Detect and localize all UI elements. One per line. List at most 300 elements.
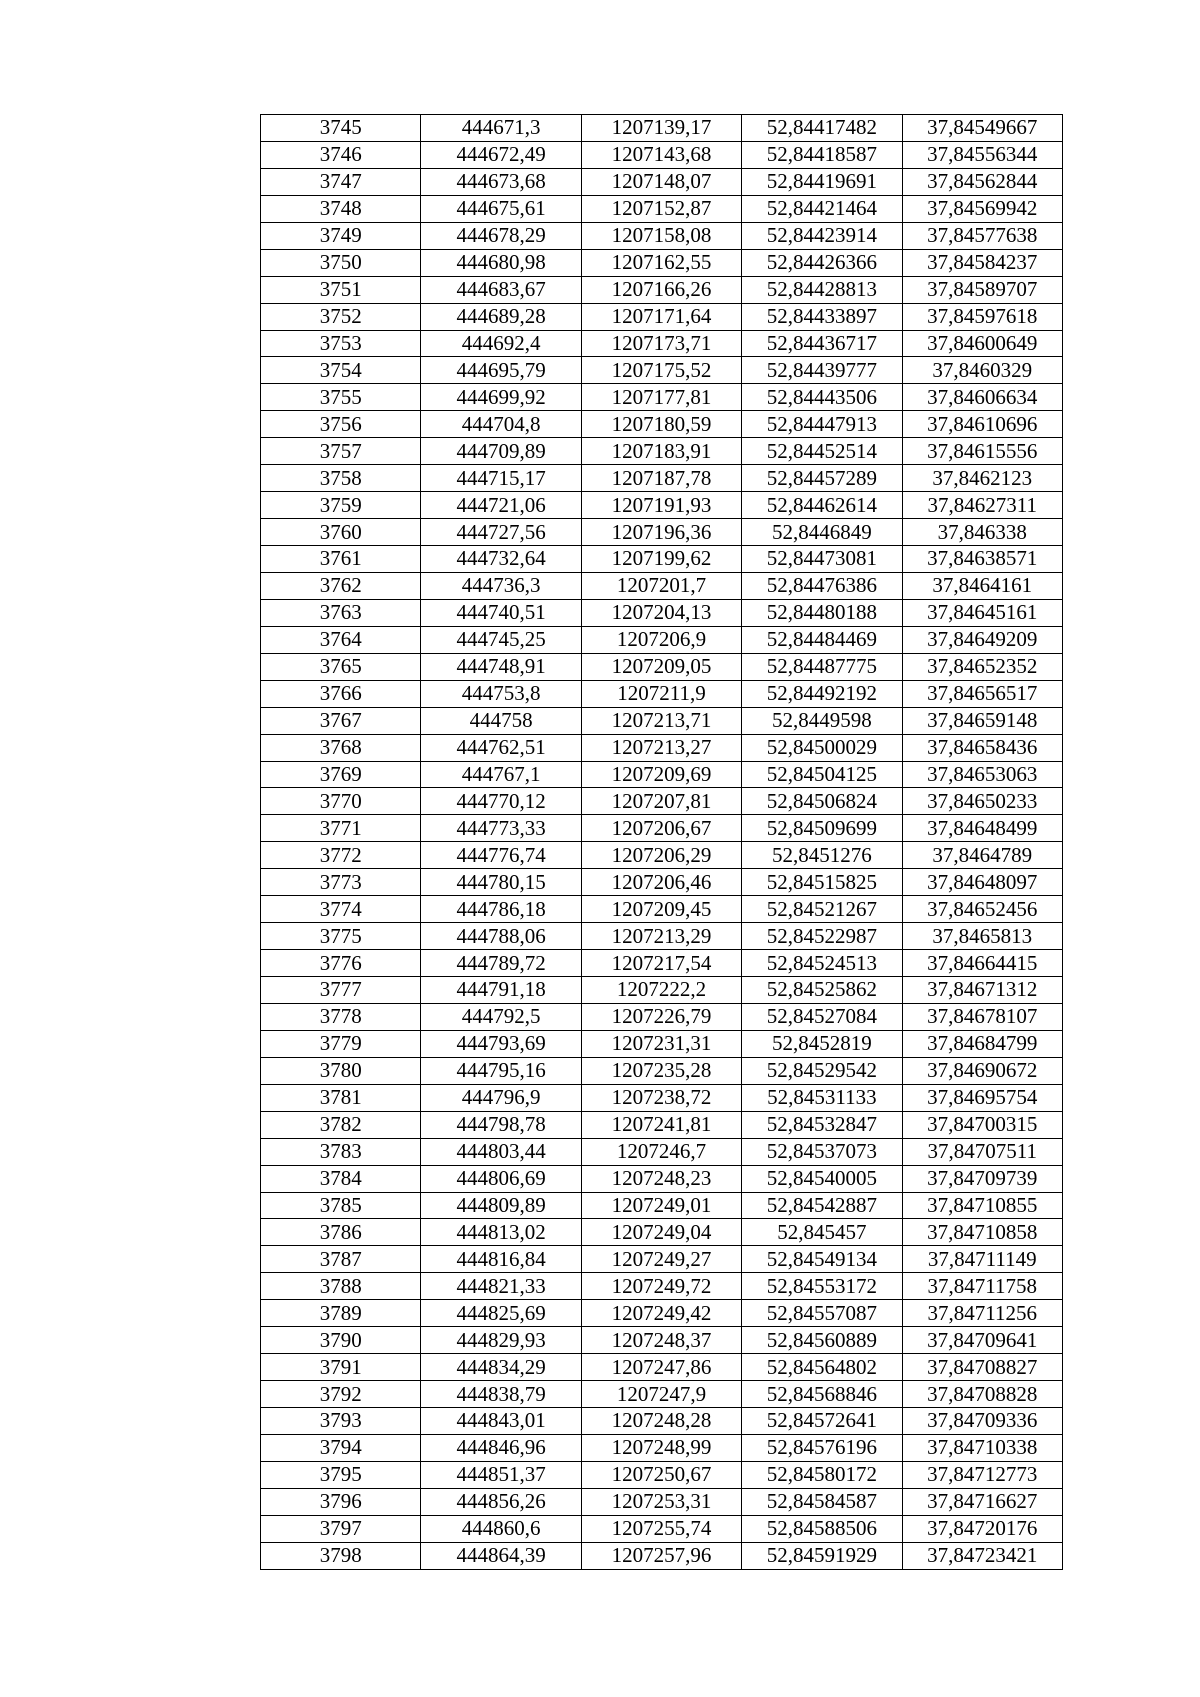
point-number-cell: 3760 — [261, 519, 421, 546]
y-coordinate-cell: 1207191,93 — [581, 492, 741, 519]
y-coordinate-cell: 1207249,42 — [581, 1300, 741, 1327]
longitude-cell: 37,84709641 — [902, 1327, 1062, 1354]
latitude-cell: 52,84591929 — [742, 1542, 902, 1569]
y-coordinate-cell: 1207173,71 — [581, 330, 741, 357]
point-number-cell: 3747 — [261, 168, 421, 195]
point-number-cell: 3776 — [261, 950, 421, 977]
point-number-cell: 3755 — [261, 384, 421, 411]
table-row — [261, 1003, 1063, 1030]
point-number-cell: 3751 — [261, 276, 421, 303]
x-coordinate-cell: 444860,6 — [421, 1515, 581, 1542]
longitude-cell: 37,8464161 — [902, 572, 1062, 599]
y-coordinate-cell: 1207250,67 — [581, 1461, 741, 1488]
latitude-cell: 52,84529542 — [742, 1057, 902, 1084]
longitude-cell: 37,84597618 — [902, 303, 1062, 330]
y-coordinate-cell: 1207206,9 — [581, 626, 741, 653]
latitude-cell: 52,84417482 — [742, 115, 902, 142]
point-number-cell: 3764 — [261, 626, 421, 653]
latitude-cell: 52,84476386 — [742, 572, 902, 599]
longitude-cell: 37,84556344 — [902, 141, 1062, 168]
longitude-cell: 37,84709336 — [902, 1408, 1062, 1435]
x-coordinate-cell: 444715,17 — [421, 465, 581, 492]
point-number-cell: 3797 — [261, 1515, 421, 1542]
x-coordinate-cell: 444795,16 — [421, 1057, 581, 1084]
x-coordinate-cell: 444829,93 — [421, 1327, 581, 1354]
latitude-cell: 52,84487775 — [742, 653, 902, 680]
x-coordinate-cell: 444680,98 — [421, 249, 581, 276]
y-coordinate-cell: 1207204,13 — [581, 599, 741, 626]
longitude-cell: 37,84656517 — [902, 680, 1062, 707]
latitude-cell: 52,84515825 — [742, 869, 902, 896]
latitude-cell: 52,84542887 — [742, 1192, 902, 1219]
table-row — [261, 1219, 1063, 1246]
longitude-cell: 37,846338 — [902, 519, 1062, 546]
table-row — [261, 1192, 1063, 1219]
x-coordinate-cell: 444851,37 — [421, 1461, 581, 1488]
y-coordinate-cell: 1207199,62 — [581, 546, 741, 573]
x-coordinate-cell: 444798,78 — [421, 1111, 581, 1138]
table-row — [261, 1057, 1063, 1084]
table-row — [261, 1354, 1063, 1381]
table-row — [261, 626, 1063, 653]
point-number-cell: 3793 — [261, 1408, 421, 1435]
x-coordinate-cell: 444816,84 — [421, 1246, 581, 1273]
table-row — [261, 249, 1063, 276]
table-row — [261, 1461, 1063, 1488]
longitude-cell: 37,84610696 — [902, 411, 1062, 438]
latitude-cell: 52,84576196 — [742, 1434, 902, 1461]
point-number-cell: 3750 — [261, 249, 421, 276]
latitude-cell: 52,84500029 — [742, 734, 902, 761]
table-row — [261, 546, 1063, 573]
y-coordinate-cell: 1207196,36 — [581, 519, 741, 546]
coordinates-table-body — [261, 115, 1063, 1570]
latitude-cell: 52,84423914 — [742, 222, 902, 249]
x-coordinate-cell: 444796,9 — [421, 1084, 581, 1111]
longitude-cell: 37,84658436 — [902, 734, 1062, 761]
y-coordinate-cell: 1207247,9 — [581, 1381, 741, 1408]
longitude-cell: 37,84653063 — [902, 761, 1062, 788]
longitude-cell: 37,84711149 — [902, 1246, 1062, 1273]
point-number-cell: 3784 — [261, 1165, 421, 1192]
x-coordinate-cell: 444864,39 — [421, 1542, 581, 1569]
point-number-cell: 3761 — [261, 546, 421, 573]
y-coordinate-cell: 1207248,23 — [581, 1165, 741, 1192]
longitude-cell: 37,84584237 — [902, 249, 1062, 276]
point-number-cell: 3772 — [261, 842, 421, 869]
point-number-cell: 3754 — [261, 357, 421, 384]
x-coordinate-cell: 444695,79 — [421, 357, 581, 384]
x-coordinate-cell: 444809,89 — [421, 1192, 581, 1219]
longitude-cell: 37,84711256 — [902, 1300, 1062, 1327]
table-row — [261, 519, 1063, 546]
longitude-cell: 37,84589707 — [902, 276, 1062, 303]
y-coordinate-cell: 1207253,31 — [581, 1488, 741, 1515]
y-coordinate-cell: 1207217,54 — [581, 950, 741, 977]
point-number-cell: 3763 — [261, 599, 421, 626]
point-number-cell: 3771 — [261, 815, 421, 842]
x-coordinate-cell: 444671,3 — [421, 115, 581, 142]
point-number-cell: 3791 — [261, 1354, 421, 1381]
longitude-cell: 37,84652456 — [902, 896, 1062, 923]
y-coordinate-cell: 1207171,64 — [581, 303, 741, 330]
x-coordinate-cell: 444704,8 — [421, 411, 581, 438]
table-row — [261, 653, 1063, 680]
longitude-cell: 37,84707511 — [902, 1138, 1062, 1165]
point-number-cell: 3787 — [261, 1246, 421, 1273]
point-number-cell: 3798 — [261, 1542, 421, 1569]
y-coordinate-cell: 1207206,46 — [581, 869, 741, 896]
longitude-cell: 37,8464789 — [902, 842, 1062, 869]
table-row — [261, 168, 1063, 195]
point-number-cell: 3778 — [261, 1003, 421, 1030]
table-row — [261, 195, 1063, 222]
y-coordinate-cell: 1207187,78 — [581, 465, 741, 492]
table-row — [261, 896, 1063, 923]
table-row — [261, 276, 1063, 303]
point-number-cell: 3792 — [261, 1381, 421, 1408]
latitude-cell: 52,84572641 — [742, 1408, 902, 1435]
point-number-cell: 3781 — [261, 1084, 421, 1111]
x-coordinate-cell: 444740,51 — [421, 599, 581, 626]
y-coordinate-cell: 1207255,74 — [581, 1515, 741, 1542]
x-coordinate-cell: 444834,29 — [421, 1354, 581, 1381]
y-coordinate-cell: 1207241,81 — [581, 1111, 741, 1138]
y-coordinate-cell: 1207143,68 — [581, 141, 741, 168]
latitude-cell: 52,84506824 — [742, 788, 902, 815]
longitude-cell: 37,84716627 — [902, 1488, 1062, 1515]
point-number-cell: 3756 — [261, 411, 421, 438]
latitude-cell: 52,84584587 — [742, 1488, 902, 1515]
longitude-cell: 37,84678107 — [902, 1003, 1062, 1030]
latitude-cell: 52,84473081 — [742, 546, 902, 573]
x-coordinate-cell: 444792,5 — [421, 1003, 581, 1030]
x-coordinate-cell: 444786,18 — [421, 896, 581, 923]
x-coordinate-cell: 444672,49 — [421, 141, 581, 168]
y-coordinate-cell: 1207213,71 — [581, 707, 741, 734]
x-coordinate-cell: 444683,67 — [421, 276, 581, 303]
table-row — [261, 869, 1063, 896]
point-number-cell: 3749 — [261, 222, 421, 249]
y-coordinate-cell: 1207207,81 — [581, 788, 741, 815]
table-row — [261, 141, 1063, 168]
y-coordinate-cell: 1207139,17 — [581, 115, 741, 142]
latitude-cell: 52,84426366 — [742, 249, 902, 276]
x-coordinate-cell: 444767,1 — [421, 761, 581, 788]
x-coordinate-cell: 444773,33 — [421, 815, 581, 842]
point-number-cell: 3757 — [261, 438, 421, 465]
longitude-cell: 37,84710338 — [902, 1434, 1062, 1461]
point-number-cell: 3786 — [261, 1219, 421, 1246]
table-row — [261, 1408, 1063, 1435]
latitude-cell: 52,84480188 — [742, 599, 902, 626]
table-row — [261, 1488, 1063, 1515]
y-coordinate-cell: 1207209,69 — [581, 761, 741, 788]
table-row — [261, 222, 1063, 249]
point-number-cell: 3758 — [261, 465, 421, 492]
y-coordinate-cell: 1207201,7 — [581, 572, 741, 599]
table-row — [261, 384, 1063, 411]
latitude-cell: 52,84568846 — [742, 1381, 902, 1408]
table-row — [261, 303, 1063, 330]
y-coordinate-cell: 1207226,79 — [581, 1003, 741, 1030]
y-coordinate-cell: 1207257,96 — [581, 1542, 741, 1569]
longitude-cell: 37,84684799 — [902, 1030, 1062, 1057]
y-coordinate-cell: 1207249,27 — [581, 1246, 741, 1273]
longitude-cell: 37,84671312 — [902, 977, 1062, 1004]
x-coordinate-cell: 444791,18 — [421, 977, 581, 1004]
y-coordinate-cell: 1207152,87 — [581, 195, 741, 222]
x-coordinate-cell: 444803,44 — [421, 1138, 581, 1165]
latitude-cell: 52,84553172 — [742, 1273, 902, 1300]
longitude-cell: 37,84695754 — [902, 1084, 1062, 1111]
y-coordinate-cell: 1207211,9 — [581, 680, 741, 707]
point-number-cell: 3770 — [261, 788, 421, 815]
x-coordinate-cell: 444770,12 — [421, 788, 581, 815]
table-row — [261, 1111, 1063, 1138]
latitude-cell: 52,84452514 — [742, 438, 902, 465]
point-number-cell: 3753 — [261, 330, 421, 357]
point-number-cell: 3769 — [261, 761, 421, 788]
point-number-cell: 3762 — [261, 572, 421, 599]
x-coordinate-cell: 444678,29 — [421, 222, 581, 249]
point-number-cell: 3782 — [261, 1111, 421, 1138]
x-coordinate-cell: 444789,72 — [421, 950, 581, 977]
point-number-cell: 3779 — [261, 1030, 421, 1057]
x-coordinate-cell: 444692,4 — [421, 330, 581, 357]
longitude-cell: 37,84648097 — [902, 869, 1062, 896]
table-row — [261, 923, 1063, 950]
longitude-cell: 37,84649209 — [902, 626, 1062, 653]
table-row — [261, 1515, 1063, 1542]
point-number-cell: 3775 — [261, 923, 421, 950]
latitude-cell: 52,84525862 — [742, 977, 902, 1004]
x-coordinate-cell: 444843,01 — [421, 1408, 581, 1435]
longitude-cell: 37,84652352 — [902, 653, 1062, 680]
longitude-cell: 37,84711758 — [902, 1273, 1062, 1300]
latitude-cell: 52,84443506 — [742, 384, 902, 411]
table-row — [261, 115, 1063, 142]
table-row — [261, 788, 1063, 815]
y-coordinate-cell: 1207180,59 — [581, 411, 741, 438]
longitude-cell: 37,84659148 — [902, 707, 1062, 734]
x-coordinate-cell: 444762,51 — [421, 734, 581, 761]
latitude-cell: 52,84436717 — [742, 330, 902, 357]
y-coordinate-cell: 1207248,28 — [581, 1408, 741, 1435]
point-number-cell: 3759 — [261, 492, 421, 519]
latitude-cell: 52,84492192 — [742, 680, 902, 707]
point-number-cell: 3795 — [261, 1461, 421, 1488]
point-number-cell: 3748 — [261, 195, 421, 222]
table-row — [261, 1273, 1063, 1300]
point-number-cell: 3767 — [261, 707, 421, 734]
table-row — [261, 357, 1063, 384]
latitude-cell: 52,84504125 — [742, 761, 902, 788]
latitude-cell: 52,84418587 — [742, 141, 902, 168]
y-coordinate-cell: 1207206,67 — [581, 815, 741, 842]
longitude-cell: 37,84710858 — [902, 1219, 1062, 1246]
y-coordinate-cell: 1207247,86 — [581, 1354, 741, 1381]
latitude-cell: 52,84564802 — [742, 1354, 902, 1381]
x-coordinate-cell: 444699,92 — [421, 384, 581, 411]
point-number-cell: 3752 — [261, 303, 421, 330]
latitude-cell: 52,8451276 — [742, 842, 902, 869]
latitude-cell: 52,84537073 — [742, 1138, 902, 1165]
table-row — [261, 599, 1063, 626]
longitude-cell: 37,84549667 — [902, 115, 1062, 142]
x-coordinate-cell: 444825,69 — [421, 1300, 581, 1327]
table-row — [261, 950, 1063, 977]
table-row — [261, 1381, 1063, 1408]
longitude-cell: 37,84606634 — [902, 384, 1062, 411]
latitude-cell: 52,84419691 — [742, 168, 902, 195]
latitude-cell: 52,84540005 — [742, 1165, 902, 1192]
latitude-cell: 52,84457289 — [742, 465, 902, 492]
longitude-cell: 37,84723421 — [902, 1542, 1062, 1569]
longitude-cell: 37,84648499 — [902, 815, 1062, 842]
y-coordinate-cell: 1207213,27 — [581, 734, 741, 761]
y-coordinate-cell: 1207183,91 — [581, 438, 741, 465]
x-coordinate-cell: 444736,3 — [421, 572, 581, 599]
table-row — [261, 411, 1063, 438]
longitude-cell: 37,84708827 — [902, 1354, 1062, 1381]
longitude-cell: 37,84569942 — [902, 195, 1062, 222]
table-row — [261, 1300, 1063, 1327]
y-coordinate-cell: 1207246,7 — [581, 1138, 741, 1165]
y-coordinate-cell: 1207162,55 — [581, 249, 741, 276]
x-coordinate-cell: 444709,89 — [421, 438, 581, 465]
y-coordinate-cell: 1207249,72 — [581, 1273, 741, 1300]
latitude-cell: 52,84560889 — [742, 1327, 902, 1354]
point-number-cell: 3794 — [261, 1434, 421, 1461]
y-coordinate-cell: 1207238,72 — [581, 1084, 741, 1111]
point-number-cell: 3774 — [261, 896, 421, 923]
longitude-cell: 37,8465813 — [902, 923, 1062, 950]
x-coordinate-cell: 444675,61 — [421, 195, 581, 222]
table-row — [261, 734, 1063, 761]
y-coordinate-cell: 1207249,01 — [581, 1192, 741, 1219]
table-row — [261, 438, 1063, 465]
longitude-cell: 37,84615556 — [902, 438, 1062, 465]
y-coordinate-cell: 1207213,29 — [581, 923, 741, 950]
table-row — [261, 492, 1063, 519]
y-coordinate-cell: 1207158,08 — [581, 222, 741, 249]
y-coordinate-cell: 1207175,52 — [581, 357, 741, 384]
y-coordinate-cell: 1207235,28 — [581, 1057, 741, 1084]
table-row — [261, 1327, 1063, 1354]
longitude-cell: 37,84710855 — [902, 1192, 1062, 1219]
point-number-cell: 3796 — [261, 1488, 421, 1515]
y-coordinate-cell: 1207177,81 — [581, 384, 741, 411]
latitude-cell: 52,84531133 — [742, 1084, 902, 1111]
latitude-cell: 52,84522987 — [742, 923, 902, 950]
x-coordinate-cell: 444758 — [421, 707, 581, 734]
longitude-cell: 37,84700315 — [902, 1111, 1062, 1138]
x-coordinate-cell: 444856,26 — [421, 1488, 581, 1515]
latitude-cell: 52,84447913 — [742, 411, 902, 438]
y-coordinate-cell: 1207231,31 — [581, 1030, 741, 1057]
latitude-cell: 52,84549134 — [742, 1246, 902, 1273]
coordinates-table — [260, 114, 1063, 1570]
latitude-cell: 52,84521267 — [742, 896, 902, 923]
latitude-cell: 52,84588506 — [742, 1515, 902, 1542]
y-coordinate-cell: 1207148,07 — [581, 168, 741, 195]
point-number-cell: 3789 — [261, 1300, 421, 1327]
x-coordinate-cell: 444813,02 — [421, 1219, 581, 1246]
table-row — [261, 1434, 1063, 1461]
longitude-cell: 37,84638571 — [902, 546, 1062, 573]
point-number-cell: 3780 — [261, 1057, 421, 1084]
latitude-cell: 52,845457 — [742, 1219, 902, 1246]
point-number-cell: 3783 — [261, 1138, 421, 1165]
point-number-cell: 3785 — [261, 1192, 421, 1219]
table-row — [261, 1030, 1063, 1057]
longitude-cell: 37,84690672 — [902, 1057, 1062, 1084]
x-coordinate-cell: 444846,96 — [421, 1434, 581, 1461]
longitude-cell: 37,84600649 — [902, 330, 1062, 357]
table-row — [261, 572, 1063, 599]
longitude-cell: 37,84709739 — [902, 1165, 1062, 1192]
longitude-cell: 37,8462123 — [902, 465, 1062, 492]
table-row — [261, 1246, 1063, 1273]
x-coordinate-cell: 444727,56 — [421, 519, 581, 546]
x-coordinate-cell: 444753,8 — [421, 680, 581, 707]
y-coordinate-cell: 1207249,04 — [581, 1219, 741, 1246]
x-coordinate-cell: 444780,15 — [421, 869, 581, 896]
latitude-cell: 52,84484469 — [742, 626, 902, 653]
table-row — [261, 680, 1063, 707]
latitude-cell: 52,84557087 — [742, 1300, 902, 1327]
latitude-cell: 52,8446849 — [742, 519, 902, 546]
latitude-cell: 52,84532847 — [742, 1111, 902, 1138]
x-coordinate-cell: 444745,25 — [421, 626, 581, 653]
longitude-cell: 37,8460329 — [902, 357, 1062, 384]
y-coordinate-cell: 1207248,99 — [581, 1434, 741, 1461]
x-coordinate-cell: 444806,69 — [421, 1165, 581, 1192]
longitude-cell: 37,84650233 — [902, 788, 1062, 815]
x-coordinate-cell: 444673,68 — [421, 168, 581, 195]
x-coordinate-cell: 444721,06 — [421, 492, 581, 519]
table-row — [261, 707, 1063, 734]
point-number-cell: 3765 — [261, 653, 421, 680]
table-row — [261, 465, 1063, 492]
point-number-cell: 3766 — [261, 680, 421, 707]
point-number-cell: 3777 — [261, 977, 421, 1004]
table-row — [261, 1138, 1063, 1165]
point-number-cell: 3745 — [261, 115, 421, 142]
x-coordinate-cell: 444788,06 — [421, 923, 581, 950]
latitude-cell: 52,84509699 — [742, 815, 902, 842]
point-number-cell: 3788 — [261, 1273, 421, 1300]
x-coordinate-cell: 444821,33 — [421, 1273, 581, 1300]
longitude-cell: 37,84720176 — [902, 1515, 1062, 1542]
table-row — [261, 815, 1063, 842]
latitude-cell: 52,84580172 — [742, 1461, 902, 1488]
latitude-cell: 52,8449598 — [742, 707, 902, 734]
y-coordinate-cell: 1207166,26 — [581, 276, 741, 303]
y-coordinate-cell: 1207209,45 — [581, 896, 741, 923]
longitude-cell: 37,84664415 — [902, 950, 1062, 977]
longitude-cell: 37,84645161 — [902, 599, 1062, 626]
point-number-cell: 3773 — [261, 869, 421, 896]
table-row — [261, 977, 1063, 1004]
latitude-cell: 52,84428813 — [742, 276, 902, 303]
table-row — [261, 842, 1063, 869]
table-row — [261, 330, 1063, 357]
point-number-cell: 3790 — [261, 1327, 421, 1354]
latitude-cell: 52,84421464 — [742, 195, 902, 222]
longitude-cell: 37,84712773 — [902, 1461, 1062, 1488]
